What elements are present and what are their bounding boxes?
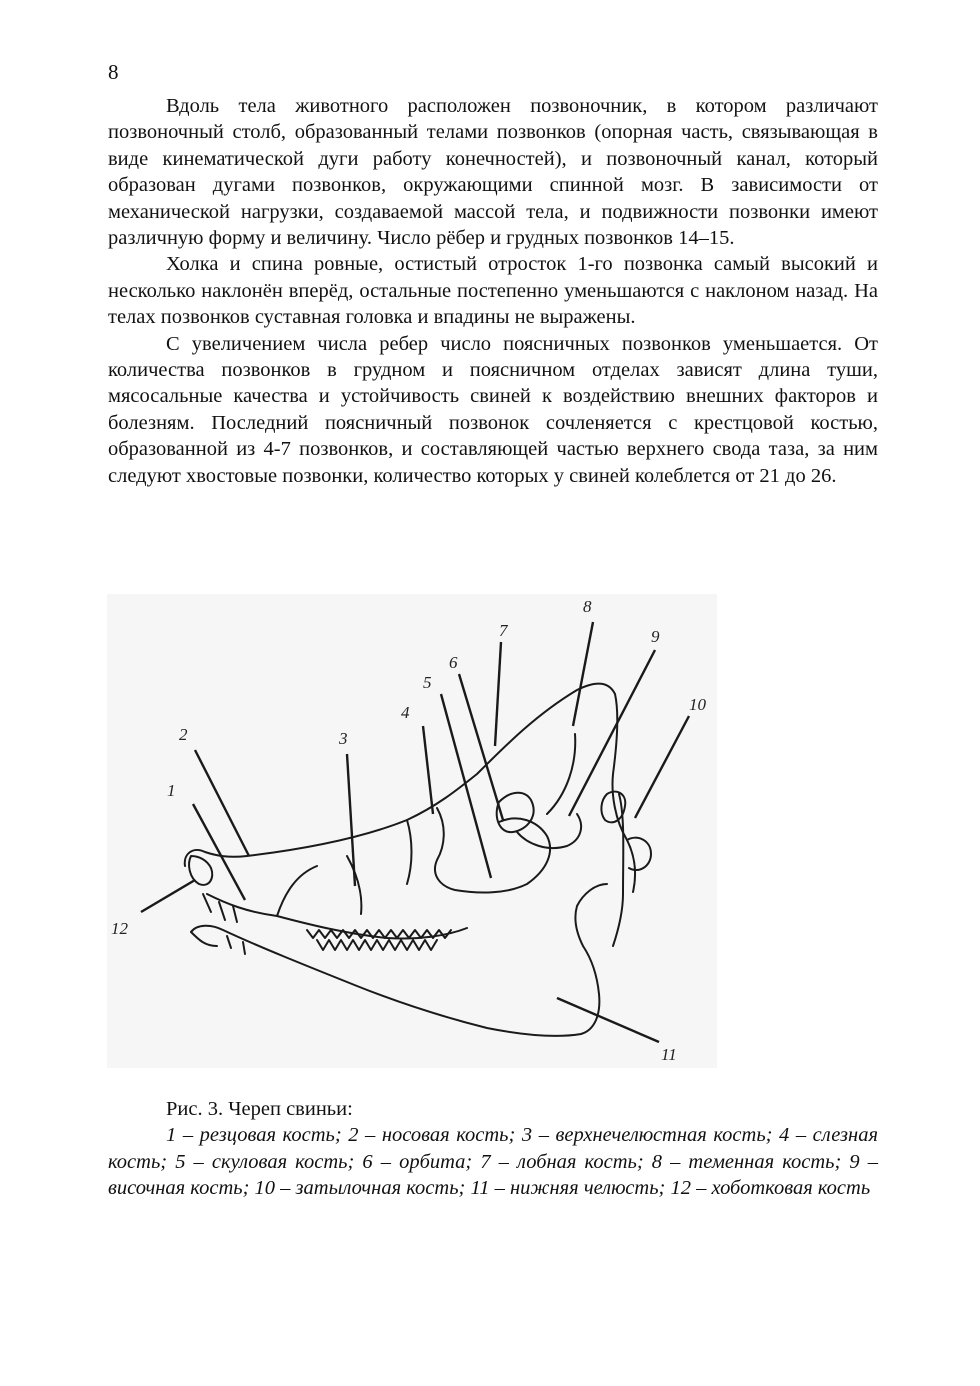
label-7: 7 xyxy=(499,621,508,640)
body-text xyxy=(108,93,878,489)
label-10: 10 xyxy=(689,695,706,714)
label-2: 2 xyxy=(179,725,188,744)
label-11: 11 xyxy=(661,1045,677,1064)
label-6: 6 xyxy=(449,653,458,672)
page-number: 8 xyxy=(108,60,119,84)
paragraph-lumbar: С увеличением числа ребер число поясничных позвонков уменьшается. От количества позвонков в грудном и поясничном отделах зависят длина туши, мясосальные качества и устойчивость свиней к воздействию внешних факторов и болезням. Последний поясничный позвонок сочленяется с крестцовой костью, образованной из 4-7 позвонков, и составляющей частью верхнего свода таза, за ним следуют хвостовые позвонки, количество которых у свиней колеблется от 21 до 26. xyxy=(108,332,878,487)
figure-caption xyxy=(108,1096,878,1202)
pig-skull-figure xyxy=(107,594,717,1068)
paragraph-spine: Вдоль тела животного расположен позвоночник, в котором различают позвоночный столб, образованный телами позвонков (опорная часть, связывающая в виде кинематической дуги работу конечностей), и позвоночный канал, который образован дугами позвонков, окружающими спинной мозг. В зависимости от механической нагрузки, создаваемой массой тела, и подвижности позвонки имеют различную форму и величину. Число рёбер и грудных позвонков 14–15. xyxy=(108,95,878,250)
label-5: 5 xyxy=(423,673,432,692)
caption-legend: 1 – резцовая кость; 2 – носовая кость; 3 – верхнечелюстная кость; 4 – слезная кость; 5 – скуловая кость; 6 – орбита; 7 – лобная кость; 8 – теменная кость; 9 – височная кость; 10 – затылочная кость; 11 – нижняя челюсть; 12 – хоботковая кость xyxy=(108,1124,878,1200)
label-12: 12 xyxy=(111,919,128,938)
label-9: 9 xyxy=(651,627,660,646)
label-8: 8 xyxy=(583,597,592,616)
paragraph-withers: Холка и спина ровные, остистый отросток 1-го позвонка самый высокий и несколько наклонён вперёд, остальные постепенно уменьшаются с наклоном назад. На телах позвонков суставная головка и впадины не выражены. xyxy=(108,253,878,329)
label-3: 3 xyxy=(339,729,348,748)
label-1: 1 xyxy=(167,781,176,800)
caption-title: Рис. 3. Череп свиньи: xyxy=(166,1098,353,1120)
label-4: 4 xyxy=(401,703,410,722)
pig-skull-drawing xyxy=(107,594,717,1068)
